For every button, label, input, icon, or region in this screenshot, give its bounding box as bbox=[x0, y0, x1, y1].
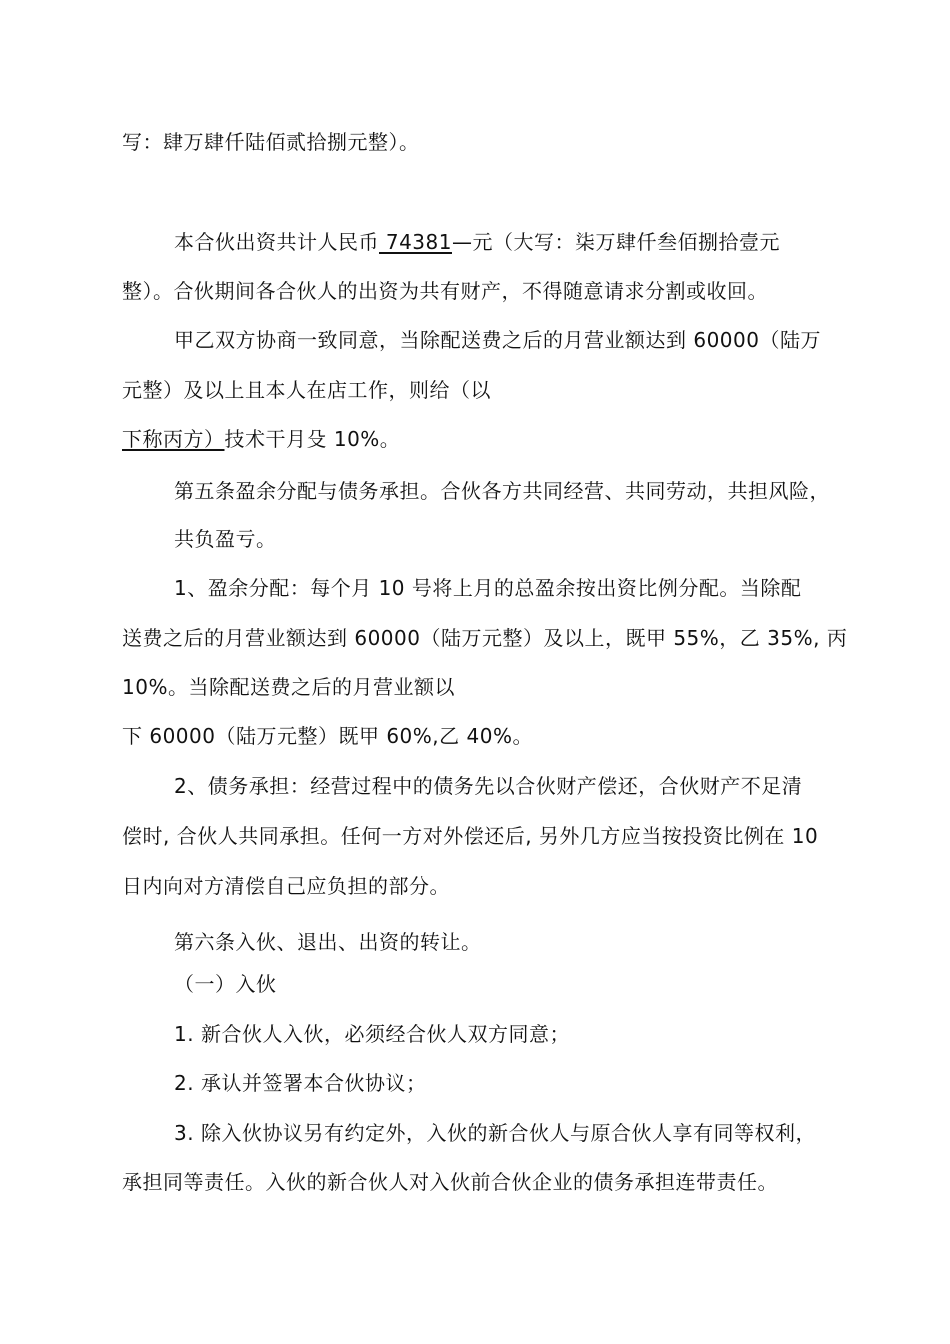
text-line: 甲乙双方协商一致同意，当除配送费之后的月营业额达到 60000（陆万 bbox=[174, 328, 821, 352]
list-item: 1. 新合伙人入伙，必须经合伙人双方同意； bbox=[174, 1022, 570, 1046]
text-line: 送费之后的月营业额达到 60000（陆万元整）及以上，既甲 55%，乙 35%, 丙 bbox=[122, 626, 848, 650]
list-item: 2. 承认并签署本合伙协议； bbox=[174, 1071, 427, 1095]
text-line: 承担同等责任。入伙的新合伙人对入伙前合伙企业的债务承担连带责任。 bbox=[122, 1170, 778, 1194]
list-item: 3. 除入伙协议另有约定外，入伙的新合伙人与原合伙人享有同等权利， bbox=[174, 1121, 816, 1145]
text-line: 10%。当除配送费之后的月营业额以 bbox=[122, 675, 455, 699]
text-line: 1、盈余分配：每个月 10 号将上月的总盈余按出资比例分配。当除配 bbox=[174, 576, 802, 600]
text-line: 偿时, 合伙人共同承担。任何一方对外偿还后, 另外几方应当按投资比例在 10 bbox=[122, 824, 819, 848]
text-line: 下称丙方）技术干月殳 10%。 bbox=[122, 427, 401, 451]
text-line: 整）。合伙期间各合伙人的出资为共有财产，不得随意请求分割或收回。 bbox=[122, 279, 768, 303]
party-c-definition: 下称丙方） bbox=[122, 427, 225, 451]
contribution-amount: 74381 bbox=[379, 230, 452, 254]
text-line: 写：肆万肆仟陆佰贰拾捌元整）。 bbox=[122, 130, 420, 154]
text-line: 日内向对方清偿自己应负担的部分。 bbox=[122, 874, 450, 898]
text-line: 下 60000（陆万元整）既甲 60%,乙 40%。 bbox=[122, 724, 533, 748]
subsection-heading: （一）入伙 bbox=[174, 972, 277, 996]
text-line: 共负盈亏。 bbox=[174, 527, 277, 551]
text-line: 本合伙出资共计人民币 74381—元（大写：柒万肆仟叁佰捌拾壹元 bbox=[174, 230, 780, 254]
section-heading: 第六条入伙、退出、出资的转让。 bbox=[174, 930, 482, 954]
text-line: 2、债务承担：经营过程中的债务先以合伙财产偿还，合伙财产不足清 bbox=[174, 774, 803, 798]
text-line: 元整）及以上且本人在店工作，则给（以 bbox=[122, 378, 491, 402]
section-heading: 第五条盈余分配与债务承担。合伙各方共同经营、共同劳动，共担风险， bbox=[174, 479, 830, 503]
